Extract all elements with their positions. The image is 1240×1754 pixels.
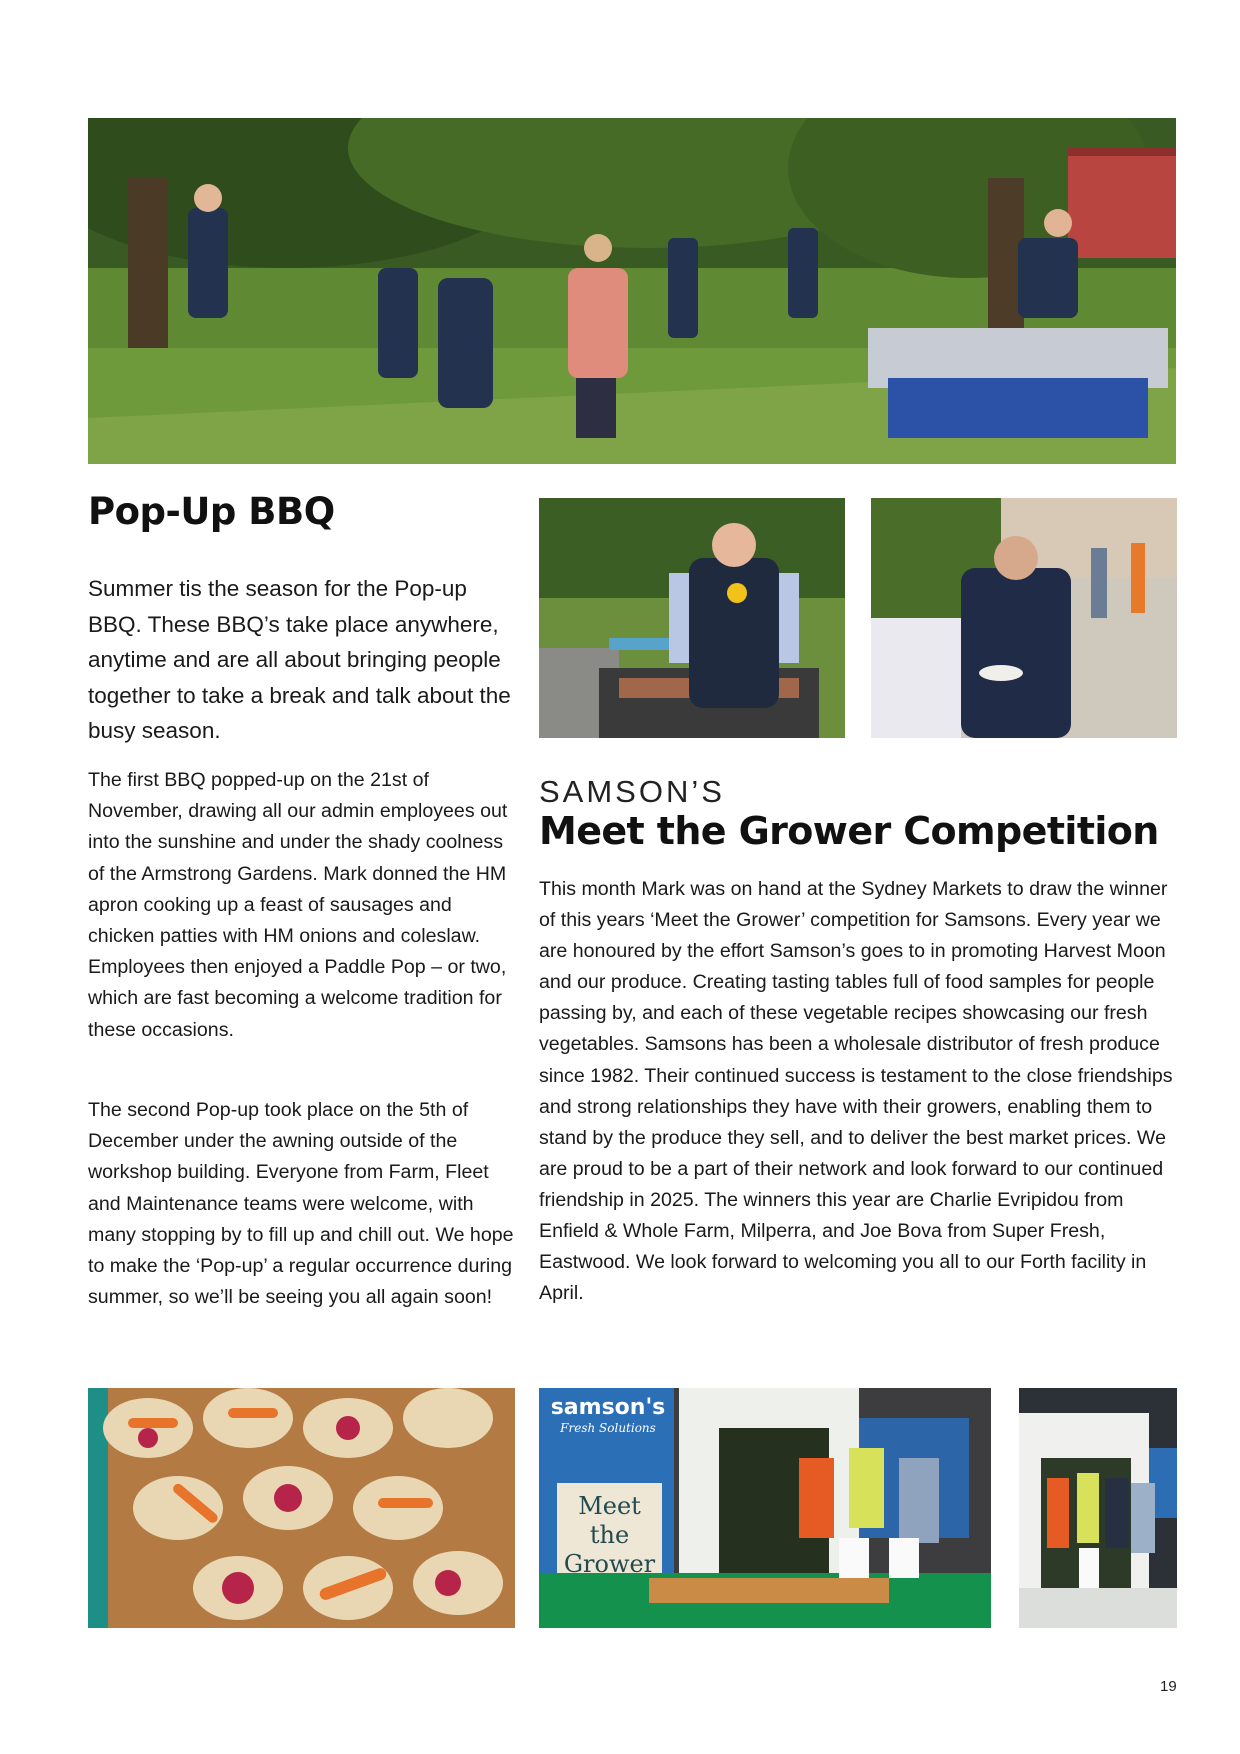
flower-arch-photo xyxy=(1019,1388,1177,1628)
pop-up-bbq-title: Pop-Up BBQ xyxy=(88,490,335,533)
competition-title: Meet the Grower Competition xyxy=(539,809,1159,853)
samsons-kicker: SAMSON’S xyxy=(539,774,725,809)
bbq-paragraph-first: The first BBQ popped-up on the 21st of November, drawing all our admin employees out into the sunshine and under the shady coolness of the Armstrong Gardens. Mark donned the HM apron cooking up a feast of sausages and chicken patties with HM onions and coleslaw. Employees then enjoyed a Paddle Pop – or two, which are fast becoming a welcome tradition for these occasions. xyxy=(88,769,508,1041)
bbq-serving-photo xyxy=(871,498,1177,738)
stand-brand-sign xyxy=(547,1396,669,1436)
page-number: 19 xyxy=(1160,1678,1177,1695)
vegetable-tasting-tray-photo xyxy=(88,1388,515,1628)
bbq-group-photo xyxy=(88,118,1176,464)
bbq-paragraph-second: The second Pop-up took place on the 5th of December under the awning outside of the workshop building. Everyone from Farm, Fleet and Maintenance teams were welcome, with many stopping by to fill up and chill out. We hope to make the ‘Pop-up’ a regular occurrence during summer, so we’ll be seeing you all again soon! xyxy=(88,1099,514,1309)
competition-body: This month Mark was on hand at the Sydney Markets to draw the winner of this years ‘Meet the Grower’ competition for Samsons. Every year we are honoured by the effort Samson’s goes to in promoting Harvest Moon and our produce. Creating tasting tables full of food samples for people passing by, and each of these vegetable recipes showcasing our fresh vegetables. Samsons has been a wholesale distributor of fresh produce since 1982. Their continued success is testament to the close friendships and strong relationships they have with their growers, enabling them to stand by the produce they sell, and to deliver the best market prices. We are proud to be a part of their network and look forward to our continued friendship in 2025. The winners this year are Charlie Evripidou from Enfield & Whole Farm, Milperra, and Joe Bova from Super Fresh, Eastwood. We look forward to welcoming you all to our Forth facility in April. xyxy=(539,878,1173,1305)
meet-the-grower-sign xyxy=(557,1492,662,1579)
bbq-chef-photo xyxy=(539,498,845,738)
sign-line-meet: Meet xyxy=(578,1492,641,1520)
sign-line-grower: Grower xyxy=(563,1550,656,1578)
samsons-logo-text: samson's xyxy=(550,1395,666,1420)
bbq-lead-paragraph: Summer tis the season for the Pop-up BBQ. These BBQ’s take place anywhere, anytime and are all about bringing people together to take a break and talk about the busy season. xyxy=(88,576,511,743)
samsons-stand-photo xyxy=(539,1388,991,1628)
fresh-solutions-text: Fresh Solutions xyxy=(560,1421,656,1435)
sign-line-the: the xyxy=(589,1521,630,1549)
